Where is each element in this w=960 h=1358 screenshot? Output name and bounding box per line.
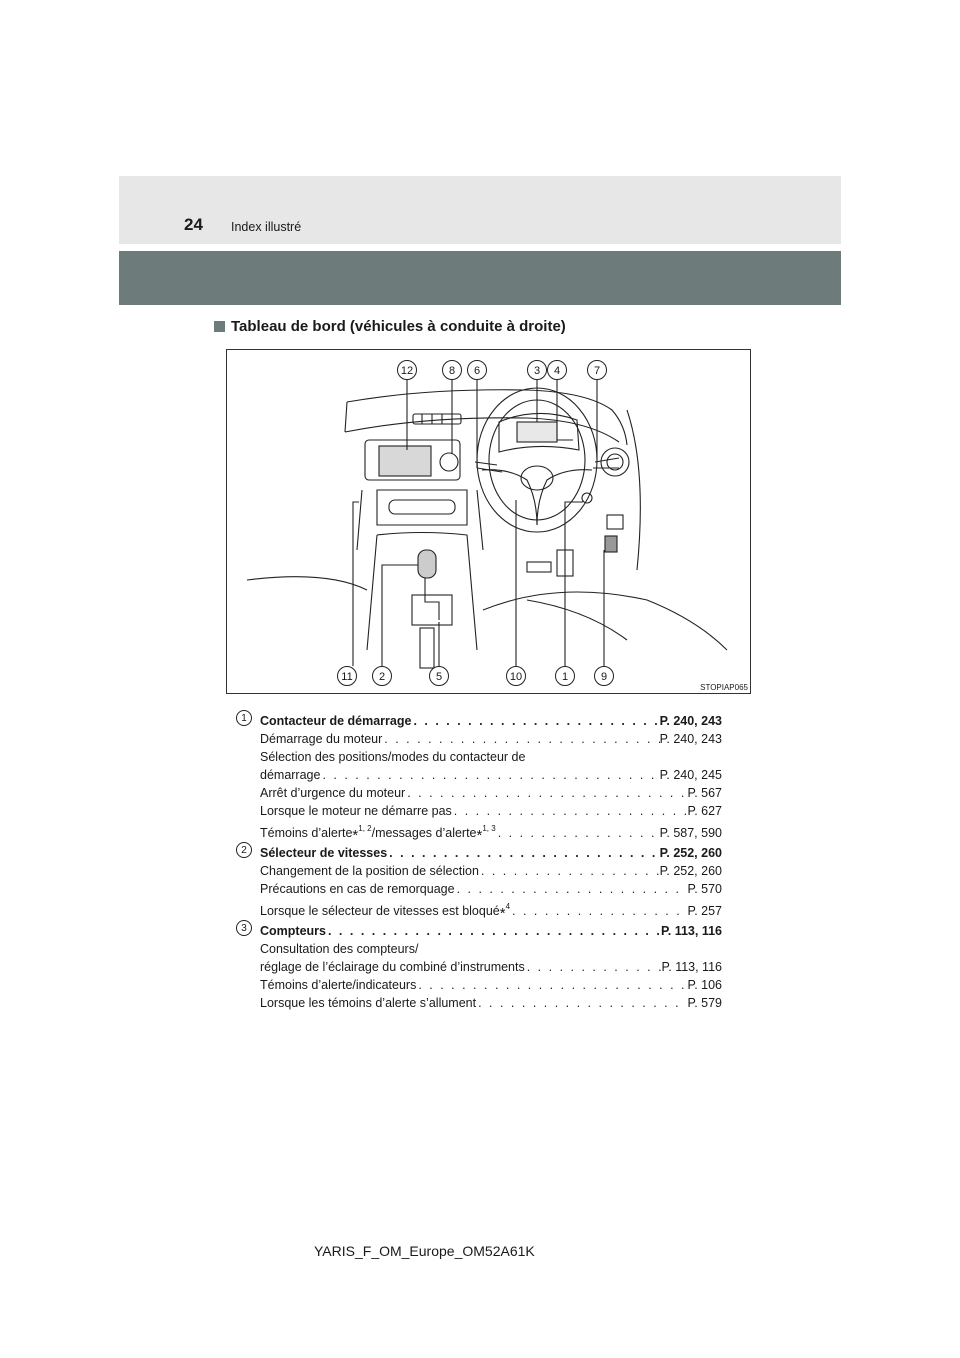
callout-5: 5 — [429, 666, 449, 686]
item-text — [260, 820, 496, 842]
leader-dots — [326, 922, 661, 940]
page-ref[interactable]: P. 579 — [687, 996, 722, 1010]
page-ref[interactable]: P. 567 — [687, 786, 722, 800]
entry-item — [260, 898, 722, 920]
entry-title-line — [260, 922, 722, 940]
leader-dots — [382, 730, 659, 748]
leader-dots — [455, 880, 688, 898]
leader-dots — [387, 844, 659, 862]
section-square-icon — [214, 321, 225, 332]
callout-12: 12 — [397, 360, 417, 380]
entry-item — [260, 820, 722, 842]
title-band — [119, 251, 841, 305]
item-text-b: /messages d’alerte — [371, 826, 477, 840]
asterisk-icon: * — [476, 827, 483, 844]
leader-dots — [479, 862, 660, 880]
item-text-line1: Consultation des compteurs/ — [260, 942, 419, 956]
leader-dots — [496, 824, 660, 842]
callout-7: 7 — [587, 360, 607, 380]
leader-dots — [476, 994, 687, 1012]
page-ref[interactable]: P. 627 — [687, 804, 722, 818]
callout-6: 6 — [467, 360, 487, 380]
header-band — [119, 176, 841, 244]
asterisk-icon: * — [499, 905, 506, 922]
callout-3: 3 — [527, 360, 547, 380]
item-text-line1: Sélection des positions/modes du contacteur de — [260, 750, 526, 764]
entry-item — [260, 766, 722, 784]
callout-11: 11 — [337, 666, 357, 686]
item-text — [260, 898, 510, 920]
entry-number: 1 — [236, 710, 252, 726]
leader-dots — [416, 976, 687, 994]
entry-number: 3 — [236, 920, 252, 936]
index-entry — [236, 710, 722, 844]
entry-item — [260, 994, 722, 1012]
leader-dots — [525, 958, 662, 976]
footnote-ref: 1, 3 — [482, 824, 496, 833]
entry-title: Contacteur de démarrage — [260, 714, 412, 728]
entry-title-line — [260, 844, 722, 862]
leader-dots — [405, 784, 687, 802]
entry-title-line — [260, 712, 722, 730]
section-title: Tableau de bord (véhicules à conduite à droite) — [231, 318, 566, 335]
entry-item — [260, 958, 722, 976]
page-ref[interactable]: P. 113, 116 — [661, 960, 722, 974]
page-number: 24 — [184, 215, 203, 234]
asterisk-icon: * — [352, 827, 359, 844]
page-ref[interactable]: P. 113, 116 — [661, 924, 722, 938]
item-text: Précautions en cas de remorquage — [260, 882, 455, 896]
dashboard-illustration — [226, 349, 751, 694]
page-ref[interactable]: P. 257 — [687, 904, 722, 918]
callout-1: 1 — [555, 666, 575, 686]
item-text: démarrage — [260, 768, 321, 782]
callout-9: 9 — [594, 666, 614, 686]
page-ref[interactable]: P. 240, 245 — [659, 768, 722, 782]
item-text: Lorsque les témoins d’alerte s’allument — [260, 996, 477, 1010]
item-text: Démarrage du moteur — [260, 732, 383, 746]
entry-item — [260, 730, 722, 748]
entry-title: Compteurs — [260, 924, 326, 938]
page-ref[interactable]: P. 252, 260 — [659, 864, 722, 878]
footnote-ref: 4 — [505, 902, 511, 911]
footer-doc-id: YARIS_F_OM_Europe_OM52A61K — [314, 1243, 535, 1259]
leader-dots — [510, 902, 687, 920]
leader-dots — [320, 766, 659, 784]
item-text: Lorsque le moteur ne démarre pas — [260, 804, 452, 818]
figure-code: STOPIAP065 — [700, 683, 748, 692]
index-entry — [236, 842, 722, 922]
page-ref[interactable]: P. 240, 243 — [659, 732, 722, 746]
item-text-a: Témoins d’alerte — [260, 826, 353, 840]
section-heading — [214, 318, 566, 335]
callout-4: 4 — [547, 360, 567, 380]
item-text: Changement de la position de sélection — [260, 864, 479, 878]
callout-2: 2 — [372, 666, 392, 686]
entry-number: 2 — [236, 842, 252, 858]
entry-item — [260, 862, 722, 880]
entry-item — [260, 976, 722, 994]
chapter-title: Index illustré — [231, 220, 302, 234]
entry-item — [260, 880, 722, 898]
footnote-ref: 1, 2 — [358, 824, 372, 833]
item-text: Témoins d’alerte/indicateurs — [260, 978, 417, 992]
page-ref[interactable]: P. 252, 260 — [659, 846, 722, 860]
dashboard-drawing — [227, 350, 750, 693]
callout-8: 8 — [442, 360, 462, 380]
item-text: réglage de l’éclairage du combiné d’instruments — [260, 960, 525, 974]
entry-title: Sélecteur de vitesses — [260, 846, 388, 860]
item-text: Arrêt d’urgence du moteur — [260, 786, 406, 800]
page-ref[interactable]: P. 106 — [687, 978, 722, 992]
item-text-a: Lorsque le sélecteur de vitesses est bloqué — [260, 904, 500, 918]
index-entry — [236, 920, 722, 1014]
callout-10: 10 — [506, 666, 526, 686]
page-ref[interactable]: P. 587, 590 — [659, 826, 722, 840]
page-ref[interactable]: P. 570 — [687, 882, 722, 896]
entry-item — [260, 784, 722, 802]
leader-dots — [452, 802, 688, 820]
leader-dots — [411, 712, 659, 730]
page-ref[interactable]: P. 240, 243 — [659, 714, 722, 728]
entry-item — [260, 802, 722, 820]
